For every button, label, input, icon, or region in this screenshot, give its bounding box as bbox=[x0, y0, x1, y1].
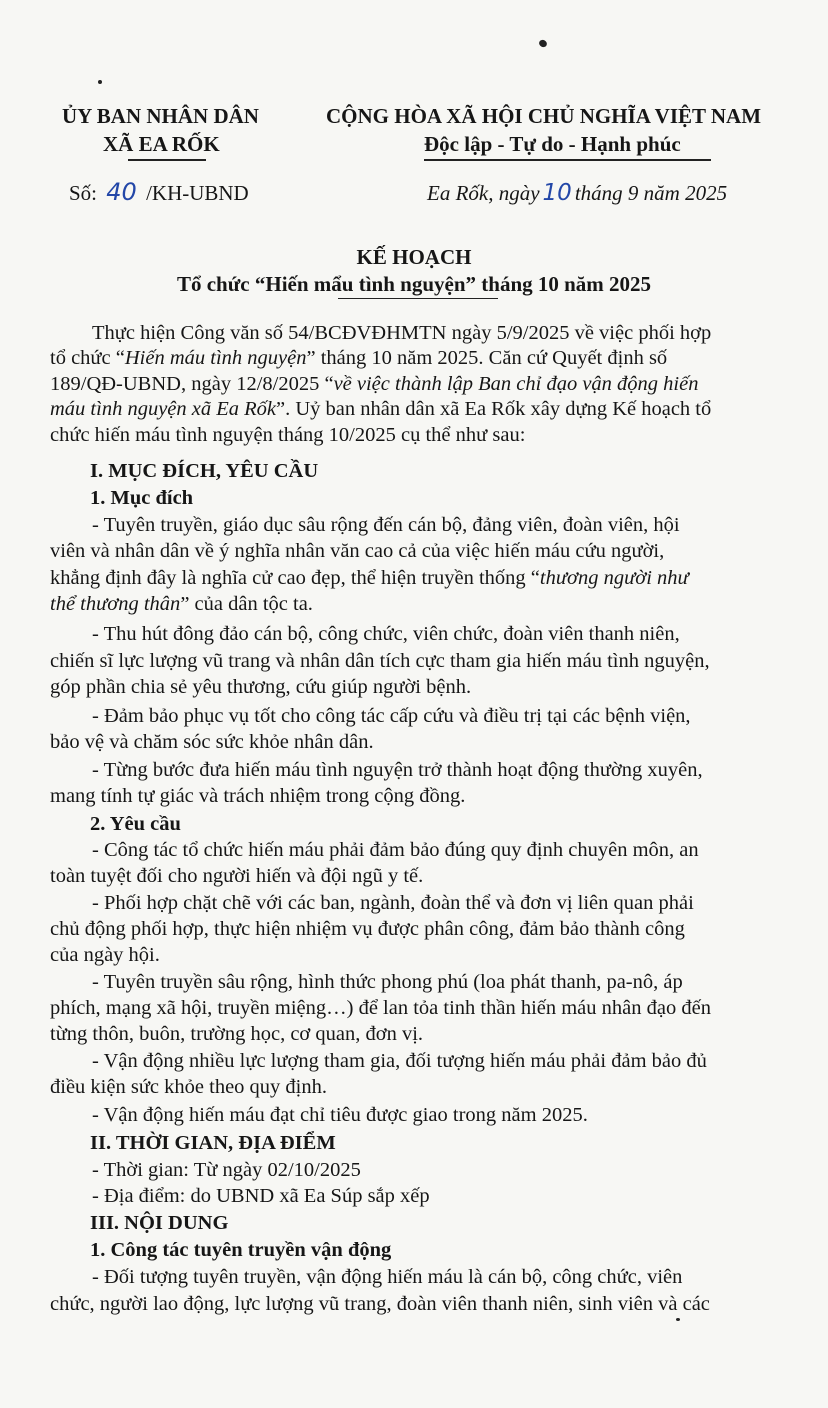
document-date bbox=[427, 180, 727, 206]
intro-text: 189/QĐ-UBND, ngày 12/8/2025 “ bbox=[50, 373, 334, 395]
scan-speck bbox=[538, 38, 548, 48]
paragraph-line: góp phần chia sẻ yêu thương, cứu giúp người bệnh. bbox=[50, 676, 472, 698]
paragraph-text: ” của dân tộc ta. bbox=[180, 593, 313, 615]
section-heading: II. THỜI GIAN, ĐỊA ĐIỂM bbox=[90, 1132, 336, 1154]
paragraph-line: từng thôn, buôn, trường học, cơ quan, đơn vị. bbox=[50, 1023, 424, 1045]
number-prefix: Số: bbox=[69, 181, 98, 205]
intro-line bbox=[50, 397, 810, 421]
paragraph-line bbox=[50, 566, 810, 590]
paragraph-text: khẳng định đây là nghĩa cử cao đẹp, thể hiện truyền thống “ bbox=[50, 567, 540, 589]
subtitle-emph: Hiến mẩu tình nguyện bbox=[265, 272, 466, 296]
paragraph-line: điều kiện sức khỏe theo quy định. bbox=[50, 1076, 327, 1098]
number-suffix: /KH-UBND bbox=[146, 181, 249, 205]
intro-italic: về việc thành lập Ban chỉ đạo vận động hiến bbox=[333, 373, 699, 395]
paragraph-line: của ngày hội. bbox=[50, 944, 160, 966]
agency-underline bbox=[128, 159, 206, 161]
place-line: - Địa điểm: do UBND xã Ea Súp sắp xếp bbox=[92, 1185, 430, 1207]
paragraph-line: - Đối tượng tuyên truyền, vận động hiến máu là cán bộ, công chức, viên bbox=[92, 1266, 683, 1288]
national-motto: Độc lập - Tự do - Hạnh phúc bbox=[424, 132, 681, 156]
motto-underline bbox=[424, 159, 711, 161]
agency-line2: XÃ EA RỐK bbox=[103, 132, 220, 156]
paragraph-italic: thể thương thân bbox=[50, 593, 181, 615]
scan-speck bbox=[98, 80, 102, 84]
intro-italic: máu tình nguyện xã Ea Rốk bbox=[50, 398, 277, 420]
section-heading: I. MỤC ĐÍCH, YÊU CẦU bbox=[90, 460, 319, 482]
subsection-heading: 2. Yêu cầu bbox=[90, 813, 181, 835]
handwritten-number: 40 bbox=[106, 178, 137, 206]
intro-line: Thực hiện Công văn số 54/BCĐVĐHMTN ngày 5/9/2025 về việc phối hợp bbox=[92, 322, 712, 344]
paragraph-line: chức, người lao động, lực lượng vũ trang, đoàn viên thanh niên, sinh viên và các bbox=[50, 1293, 710, 1315]
paragraph-line: - Tuyên truyền sâu rộng, hình thức phong phú (loa phát thanh, pa-nô, áp bbox=[92, 971, 683, 993]
paragraph-line: - Vận động hiến máu đạt chỉ tiêu được giao trong năm 2025. bbox=[92, 1104, 588, 1126]
intro-text: ”. Uỷ ban nhân dân xã Ea Rốk xây dựng Kế hoạch tổ bbox=[276, 398, 712, 420]
paragraph-line: - Tuyên truyền, giáo dục sâu rộng đến cán bộ, đảng viên, đoàn viên, hội bbox=[92, 514, 680, 536]
intro-line bbox=[50, 372, 810, 396]
document-title: KẾ HOẠCH bbox=[356, 245, 472, 269]
paragraph-line: toàn tuyệt đối cho người hiến và đội ngũ y tế. bbox=[50, 865, 424, 887]
paragraph-line: mang tính tự giác và trách nhiệm trong cộng đồng. bbox=[50, 785, 466, 807]
subtitle-post: ” tháng 10 năm 2025 bbox=[465, 272, 652, 296]
document-subtitle bbox=[0, 272, 828, 297]
date-suffix: tháng 9 năm 2025 bbox=[574, 181, 728, 205]
paragraph-italic: thương người như bbox=[539, 567, 689, 589]
paragraph-line: chiến sĩ lực lượng vũ trang và nhân dân tích cực tham gia hiến máu tình nguyện, bbox=[50, 650, 710, 672]
subsection-heading: 1. Mục đích bbox=[90, 487, 194, 509]
national-title: CỘNG HÒA XÃ HỘI CHỦ NGHĨA VIỆT NAM bbox=[326, 104, 762, 128]
paragraph-line: - Vận động nhiều lực lượng tham gia, đối tượng hiến máu phải đảm bảo đủ bbox=[92, 1050, 707, 1072]
agency-line1: ỦY BAN NHÂN DÂN bbox=[62, 104, 259, 128]
paragraph-line: - Từng bước đưa hiến máu tình nguyện trở thành hoạt động thường xuyên, bbox=[92, 759, 703, 781]
intro-italic: Hiến máu tình nguyện bbox=[124, 347, 307, 369]
paragraph-line: - Đảm bảo phục vụ tốt cho công tác cấp cứu và điều trị tại các bệnh viện, bbox=[92, 705, 691, 727]
intro-line: chức hiến máu tình nguyện tháng 10/2025 cụ thể như sau: bbox=[50, 424, 526, 446]
document-number bbox=[69, 178, 249, 206]
paragraph-line: - Phối hợp chặt chẽ với các ban, ngành, đoàn thể và đơn vị liên quan phải bbox=[92, 892, 694, 914]
subsection-heading: 1. Công tác tuyên truyền vận động bbox=[90, 1239, 392, 1261]
time-line: - Thời gian: Từ ngày 02/10/2025 bbox=[92, 1159, 361, 1181]
paragraph-line: phích, mạng xã hội, truyền miệng…) để lan tỏa tinh thần hiến máu nhân đạo đến bbox=[50, 997, 711, 1019]
title-underline bbox=[338, 298, 498, 299]
paragraph-line: - Công tác tổ chức hiến máu phải đảm bảo đúng quy định chuyên môn, an bbox=[92, 839, 699, 861]
section-heading: III. NỘI DUNG bbox=[90, 1212, 229, 1234]
paragraph-line: bảo vệ và chăm sóc sức khỏe nhân dân. bbox=[50, 731, 374, 753]
paragraph-line: viên và nhân dân về ý nghĩa nhân văn cao cả của việc hiến máu cứu người, bbox=[50, 540, 665, 562]
handwritten-day: 10 bbox=[542, 180, 572, 206]
intro-text: tổ chức “ bbox=[50, 347, 125, 369]
scan-speck bbox=[676, 1318, 680, 1321]
intro-text: ” tháng 10 năm 2025. Căn cứ Quyết định số bbox=[306, 347, 668, 369]
date-prefix: Ea Rốk, ngày bbox=[427, 181, 540, 205]
paragraph-line: chủ động phối hợp, thực hiện nhiệm vụ được phân công, đảm bảo thành công bbox=[50, 918, 685, 940]
paragraph-line bbox=[50, 592, 810, 616]
intro-line bbox=[50, 346, 810, 370]
paragraph-line: - Thu hút đông đảo cán bộ, công chức, viên chức, đoàn viên thanh niên, bbox=[92, 623, 680, 645]
subtitle-pre: Tổ chức “ bbox=[176, 272, 266, 296]
